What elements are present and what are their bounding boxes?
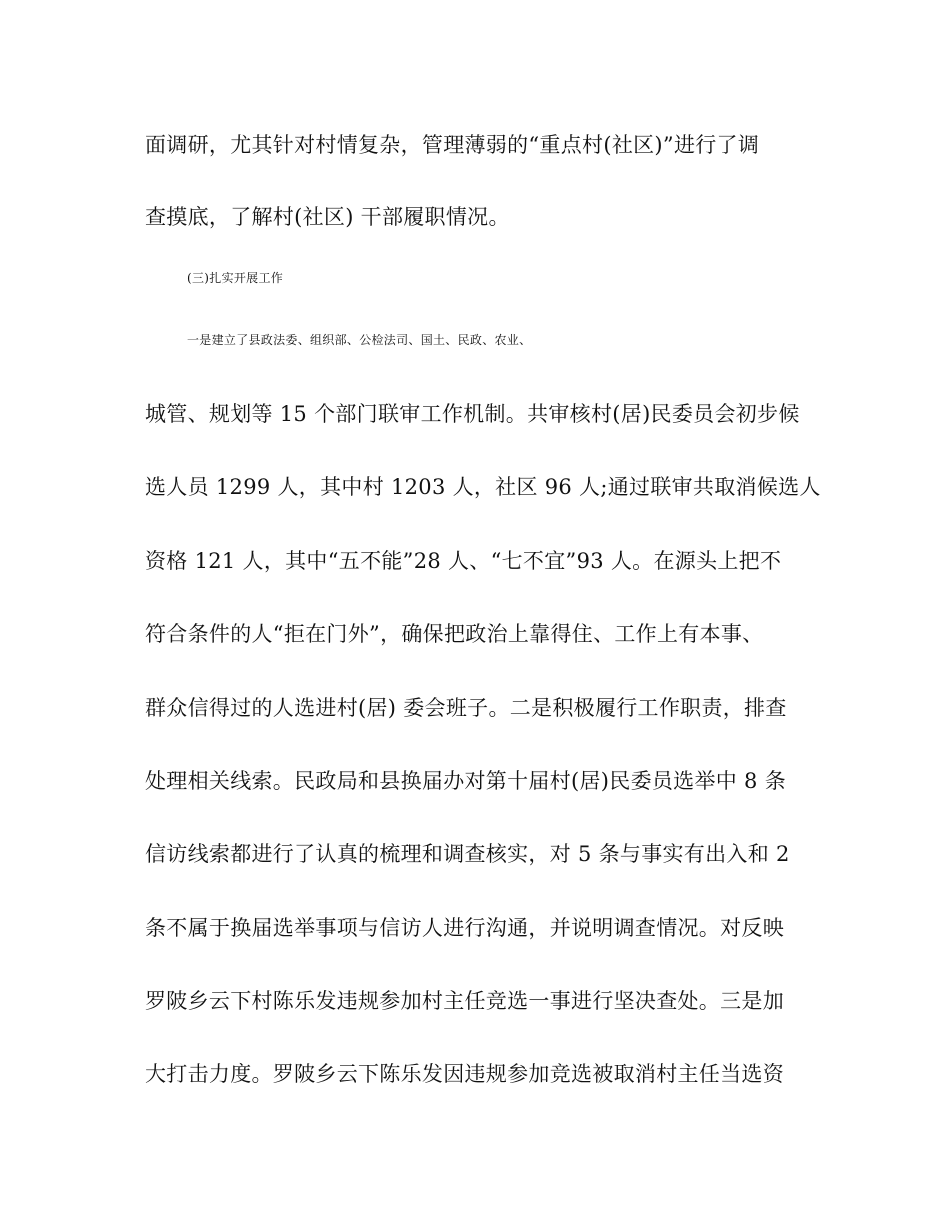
paragraph-line: 信访线索都进行了认真的梳理和调查核实，对 5 条与事实有出入和 2 (145, 842, 790, 866)
paragraph-line: 罗陂乡云下村陈乐发违规参加村主任竞选一事进行坚决查处。三是加 (145, 989, 784, 1013)
paragraph-line: 处理相关线索。民政局和县换届办对第十届村(居)民委员选举中 8 条 (145, 769, 786, 793)
paragraph-line: 城管、规划等 15 个部门联审工作机制。共审核村(居)民委员会初步候 (145, 402, 800, 426)
section-heading: (三)扎实开展工作 (187, 271, 284, 285)
paragraph-line: 群众信得过的人选进村(居) 委会班子。二是积极履行工作职责，排查 (145, 696, 787, 720)
paragraph-line: 查摸底，了解村(社区) 干部履职情况。 (145, 205, 510, 229)
paragraph-line: 符合条件的人“拒在门外”，确保把政治上靠得住、工作上有本事、 (145, 622, 764, 646)
paragraph-line: 选人员 1299 人，其中村 1203 人，社区 96 人;通过联审共取消候选人 (145, 475, 821, 499)
paragraph-line: 资格 121 人，其中“五不能”28 人、“七不宜”93 人。在源头上把不 (145, 549, 782, 573)
paragraph-line: 条不属于换届选举事项与信访人进行沟通，并说明调查情况。对反映 (145, 916, 784, 940)
paragraph-line: 大打击力度。罗陂乡云下陈乐发因违规参加竞选被取消村主任当选资 (145, 1062, 784, 1086)
paragraph-line: 面调研，尤其针对村情复杂，管理薄弱的“重点村(社区)”进行了调 (145, 133, 760, 157)
paragraph-line: 一是建立了县政法委、组织部、公检法司、国土、民政、农业、 (187, 333, 532, 347)
